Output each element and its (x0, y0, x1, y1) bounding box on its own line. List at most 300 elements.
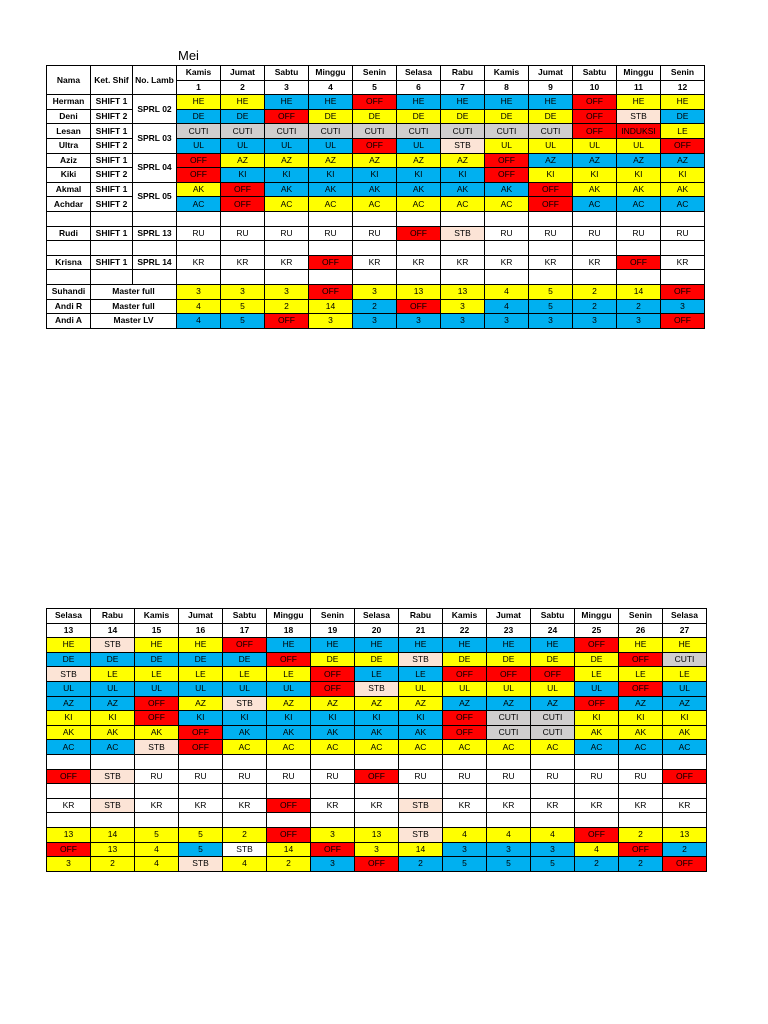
empty-cell (487, 813, 531, 828)
shift-cell: DE (397, 109, 441, 124)
shift-cell: 3 (47, 857, 91, 872)
shift-cell: 3 (397, 314, 441, 329)
schedule-table-bottom (46, 608, 707, 872)
shift-cell: UL (309, 138, 353, 153)
shift-cell: CUTI (487, 711, 531, 726)
shift-cell: RU (311, 769, 355, 784)
employee-name: Aziz (47, 153, 91, 168)
lamb-label: SPRL 04 (133, 153, 177, 182)
shift-cell: AZ (617, 153, 661, 168)
date-header: 22 (443, 623, 487, 638)
shift-cell: DE (355, 652, 399, 667)
shift-cell: UL (617, 138, 661, 153)
spacer-row (47, 754, 707, 769)
date-header: 19 (311, 623, 355, 638)
employee-name: Andi A (47, 314, 91, 329)
shift-cell: KI (399, 711, 443, 726)
empty-cell (575, 813, 619, 828)
shift-cell: 3 (221, 284, 265, 299)
day-header: Kamis (177, 66, 221, 81)
shift-cell: STB (355, 681, 399, 696)
shift-cell: CUTI (397, 124, 441, 139)
shift-cell: HE (309, 95, 353, 110)
shift-cell: OFF (617, 255, 661, 270)
empty-cell (485, 211, 529, 226)
date-header: 10 (573, 80, 617, 95)
date-header: 1 (177, 80, 221, 95)
empty-cell (355, 784, 399, 799)
shift-cell: AK (177, 182, 221, 197)
shift-cell: UL (487, 681, 531, 696)
empty-cell (573, 241, 617, 256)
shift-cell: 2 (91, 857, 135, 872)
shift-cell: OFF (177, 153, 221, 168)
shift-cell: AC (355, 740, 399, 755)
empty-cell (617, 270, 661, 285)
shift-cell: 3 (617, 314, 661, 329)
shift-cell: RU (179, 769, 223, 784)
empty-cell (311, 754, 355, 769)
empty-cell (221, 270, 265, 285)
shift-cell: RU (265, 226, 309, 241)
day-header: Jumat (487, 609, 531, 624)
shift-cell: 3 (443, 842, 487, 857)
shift-cell: KI (661, 168, 705, 183)
shift-cell: KR (531, 798, 575, 813)
employee-row (47, 95, 705, 110)
shift-cell: 4 (575, 842, 619, 857)
shift-label: SHIFT 2 (91, 197, 133, 212)
shift-cell: 2 (573, 284, 617, 299)
date-header: 7 (441, 80, 485, 95)
shift-cell: CUTI (485, 124, 529, 139)
shift-cell: KI (267, 711, 311, 726)
shift-cell: UL (47, 681, 91, 696)
shift-cell: KI (265, 168, 309, 183)
shift-cell: DE (135, 652, 179, 667)
day-header: Selasa (663, 609, 707, 624)
shift-cell: 13 (91, 842, 135, 857)
shift-cell: UL (177, 138, 221, 153)
shift-cell: 4 (485, 299, 529, 314)
schedule-row (47, 857, 707, 872)
shift-cell: OFF (661, 314, 705, 329)
empty-cell (47, 813, 91, 828)
shift-cell: AZ (353, 153, 397, 168)
shift-label: Master LV (91, 314, 177, 329)
shift-cell: DE (311, 652, 355, 667)
shift-cell: AC (531, 740, 575, 755)
shift-cell: 3 (485, 314, 529, 329)
shift-cell: AC (575, 740, 619, 755)
schedule-row (47, 769, 707, 784)
shift-cell: KR (575, 798, 619, 813)
shift-cell: KI (311, 711, 355, 726)
shift-label: SHIFT 2 (91, 109, 133, 124)
shift-cell: STB (399, 652, 443, 667)
shift-cell: AC (441, 197, 485, 212)
shift-cell: KI (529, 168, 573, 183)
shift-cell: DE (177, 109, 221, 124)
schedule-row (47, 842, 707, 857)
shift-cell: HE (619, 638, 663, 653)
shift-cell: 5 (179, 827, 223, 842)
date-header: 4 (309, 80, 353, 95)
shift-cell: UL (443, 681, 487, 696)
shift-cell: LE (399, 667, 443, 682)
shift-cell: OFF (619, 652, 663, 667)
shift-cell: HE (617, 95, 661, 110)
shift-cell: OFF (573, 124, 617, 139)
shift-cell: CUTI (531, 725, 575, 740)
lamb-label: SPRL 05 (133, 182, 177, 211)
shift-cell: RU (399, 769, 443, 784)
shift-cell: 2 (353, 299, 397, 314)
empty-cell (267, 813, 311, 828)
shift-cell: AC (399, 740, 443, 755)
shift-cell: UL (179, 681, 223, 696)
empty-cell (441, 241, 485, 256)
shift-cell: HE (485, 95, 529, 110)
empty-cell (133, 241, 177, 256)
shift-cell: OFF (135, 711, 179, 726)
employee-row (47, 182, 705, 197)
shift-cell: UL (485, 138, 529, 153)
shift-cell: OFF (573, 95, 617, 110)
shift-cell: UL (575, 681, 619, 696)
shift-cell: OFF (47, 842, 91, 857)
shift-cell: 2 (617, 299, 661, 314)
empty-cell (47, 211, 91, 226)
shift-cell: RU (485, 226, 529, 241)
shift-cell: AZ (47, 696, 91, 711)
shift-cell: 13 (663, 827, 707, 842)
employee-row (47, 284, 705, 299)
date-header: 18 (267, 623, 311, 638)
shift-cell: DE (91, 652, 135, 667)
shift-cell: OFF (265, 109, 309, 124)
shift-cell: AC (177, 197, 221, 212)
date-header: 13 (47, 623, 91, 638)
shift-cell: 3 (441, 299, 485, 314)
empty-cell (399, 813, 443, 828)
empty-cell (135, 784, 179, 799)
empty-cell (311, 813, 355, 828)
shift-cell: AC (661, 197, 705, 212)
header-row-days (47, 66, 705, 81)
shift-cell: OFF (221, 182, 265, 197)
shift-cell: STB (617, 109, 661, 124)
shift-cell: OFF (443, 725, 487, 740)
shift-cell: AK (309, 182, 353, 197)
shift-cell: UL (531, 681, 575, 696)
shift-cell: CUTI (529, 124, 573, 139)
shift-cell: KI (663, 711, 707, 726)
shift-cell: KI (573, 168, 617, 183)
shift-cell: OFF (485, 168, 529, 183)
schedule-row (47, 740, 707, 755)
day-header: Jumat (529, 66, 573, 81)
header-row-days (47, 609, 707, 624)
shift-cell: UL (265, 138, 309, 153)
shift-cell: 14 (309, 299, 353, 314)
shift-cell: 5 (487, 857, 531, 872)
shift-cell: KR (179, 798, 223, 813)
shift-cell: HE (179, 638, 223, 653)
shift-cell: RU (309, 226, 353, 241)
shift-cell: KI (355, 711, 399, 726)
shift-cell: AZ (573, 153, 617, 168)
shift-cell: AC (573, 197, 617, 212)
shift-cell: AZ (179, 696, 223, 711)
shift-cell: KR (487, 798, 531, 813)
shift-cell: OFF (619, 842, 663, 857)
date-header: 3 (265, 80, 309, 95)
shift-cell: LE (179, 667, 223, 682)
day-header: Sabtu (265, 66, 309, 81)
shift-cell: KI (179, 711, 223, 726)
shift-cell: HE (487, 638, 531, 653)
header-row-dates (47, 623, 707, 638)
empty-cell (221, 211, 265, 226)
shift-cell: KR (135, 798, 179, 813)
shift-cell: AZ (265, 153, 309, 168)
shift-cell: 5 (531, 857, 575, 872)
shift-cell: CUTI (663, 652, 707, 667)
shift-cell: 3 (661, 299, 705, 314)
spacer-row (47, 784, 707, 799)
shift-cell: RU (223, 769, 267, 784)
empty-cell (661, 241, 705, 256)
schedule-row (47, 667, 707, 682)
empty-cell (179, 754, 223, 769)
shift-cell: KR (663, 798, 707, 813)
date-header: 14 (91, 623, 135, 638)
shift-cell: AK (573, 182, 617, 197)
shift-cell: 14 (617, 284, 661, 299)
shift-cell: LE (575, 667, 619, 682)
shift-cell: KR (221, 255, 265, 270)
shift-cell: OFF (135, 696, 179, 711)
day-header: Senin (661, 66, 705, 81)
empty-cell (575, 754, 619, 769)
shift-cell: CUTI (487, 725, 531, 740)
shift-cell: AK (485, 182, 529, 197)
shift-cell: AZ (355, 696, 399, 711)
shift-cell: UL (529, 138, 573, 153)
shift-label: SHIFT 1 (91, 95, 133, 110)
shift-cell: AK (223, 725, 267, 740)
empty-cell (529, 241, 573, 256)
shift-cell: AZ (443, 696, 487, 711)
empty-cell (133, 270, 177, 285)
shift-cell: UL (135, 681, 179, 696)
shift-cell: STB (399, 827, 443, 842)
shift-cell: HE (265, 95, 309, 110)
shift-cell: KR (485, 255, 529, 270)
shift-label: SHIFT 2 (91, 138, 133, 153)
shift-cell: LE (135, 667, 179, 682)
shift-label: SHIFT 1 (91, 182, 133, 197)
date-header: 9 (529, 80, 573, 95)
empty-cell (91, 784, 135, 799)
shift-cell: AC (617, 197, 661, 212)
shift-cell: DE (443, 652, 487, 667)
column-header-shift: Ket. Shif (91, 66, 133, 95)
shift-cell: AK (441, 182, 485, 197)
empty-cell (573, 211, 617, 226)
shift-cell: KR (529, 255, 573, 270)
shift-cell: CUTI (353, 124, 397, 139)
day-header: Jumat (221, 66, 265, 81)
shift-cell: AZ (441, 153, 485, 168)
empty-cell (91, 211, 133, 226)
shift-cell: LE (355, 667, 399, 682)
date-header: 26 (619, 623, 663, 638)
shift-cell: RU (617, 226, 661, 241)
shift-cell: 3 (353, 284, 397, 299)
day-header: Sabtu (573, 66, 617, 81)
shift-cell: 2 (663, 842, 707, 857)
shift-cell: OFF (575, 638, 619, 653)
shift-cell: 2 (575, 857, 619, 872)
shift-cell: 2 (619, 857, 663, 872)
empty-cell (531, 813, 575, 828)
shift-cell: AC (443, 740, 487, 755)
empty-cell (529, 211, 573, 226)
shift-cell: RU (353, 226, 397, 241)
shift-cell: AC (353, 197, 397, 212)
employee-name: Deni (47, 109, 91, 124)
shift-cell: 2 (223, 827, 267, 842)
date-header: 15 (135, 623, 179, 638)
empty-cell (443, 784, 487, 799)
shift-cell: HE (531, 638, 575, 653)
shift-cell: 13 (397, 284, 441, 299)
shift-label: SHIFT 1 (91, 255, 133, 270)
empty-cell (399, 754, 443, 769)
day-header: Rabu (91, 609, 135, 624)
shift-cell: AK (397, 182, 441, 197)
shift-cell: DE (47, 652, 91, 667)
shift-cell: CUTI (309, 124, 353, 139)
shift-cell: OFF (397, 299, 441, 314)
shift-cell: KI (397, 168, 441, 183)
shift-cell: 3 (573, 314, 617, 329)
shift-cell: 3 (353, 314, 397, 329)
shift-cell: 5 (221, 299, 265, 314)
shift-cell: HE (443, 638, 487, 653)
shift-cell: HE (267, 638, 311, 653)
empty-cell (441, 211, 485, 226)
shift-cell: 3 (311, 827, 355, 842)
empty-cell (485, 241, 529, 256)
shift-cell: HE (399, 638, 443, 653)
shift-cell: AK (617, 182, 661, 197)
shift-cell: 2 (265, 299, 309, 314)
lamb-label: SPRL 03 (133, 124, 177, 153)
shift-cell: 5 (135, 827, 179, 842)
schedule-row (47, 725, 707, 740)
day-header: Minggu (267, 609, 311, 624)
shift-cell: KR (397, 255, 441, 270)
schedule-row (47, 696, 707, 711)
shift-cell: 3 (355, 842, 399, 857)
empty-cell (487, 754, 531, 769)
shift-cell: INDUKSI (617, 124, 661, 139)
lamb-label: SPRL 13 (133, 226, 177, 241)
empty-cell (265, 241, 309, 256)
shift-cell: UL (663, 681, 707, 696)
empty-cell (47, 784, 91, 799)
shift-cell: KR (223, 798, 267, 813)
shift-cell: UL (267, 681, 311, 696)
shift-cell: LE (663, 667, 707, 682)
date-header: 2 (221, 80, 265, 95)
shift-cell: LE (267, 667, 311, 682)
date-header: 20 (355, 623, 399, 638)
shift-cell: DE (661, 109, 705, 124)
shift-cell: AZ (311, 696, 355, 711)
shift-cell: 5 (179, 842, 223, 857)
shift-cell: 3 (531, 842, 575, 857)
shift-cell: OFF (267, 652, 311, 667)
shift-cell: STB (399, 798, 443, 813)
shift-cell: DE (487, 652, 531, 667)
shift-cell: AZ (661, 153, 705, 168)
date-header: 25 (575, 623, 619, 638)
day-header: Selasa (355, 609, 399, 624)
shift-cell: UL (573, 138, 617, 153)
day-header: Jumat (179, 609, 223, 624)
empty-cell (353, 211, 397, 226)
shift-cell: AK (267, 725, 311, 740)
shift-cell: KR (177, 255, 221, 270)
empty-cell (47, 270, 91, 285)
empty-cell (177, 211, 221, 226)
shift-cell: 14 (91, 827, 135, 842)
shift-cell: STB (91, 638, 135, 653)
spacer-row (47, 270, 705, 285)
spacer-row (47, 241, 705, 256)
employee-row (47, 124, 705, 139)
employee-name: Lesan (47, 124, 91, 139)
shift-cell: AZ (663, 696, 707, 711)
shift-cell: 5 (529, 299, 573, 314)
shift-cell: KI (221, 168, 265, 183)
shift-cell: KR (47, 798, 91, 813)
empty-cell (443, 813, 487, 828)
shift-cell: KI (617, 168, 661, 183)
empty-cell (441, 270, 485, 285)
shift-cell: STB (441, 138, 485, 153)
employee-name: Ultra (47, 138, 91, 153)
shift-cell: AZ (267, 696, 311, 711)
schedule-row (47, 681, 707, 696)
employee-name: Krisna (47, 255, 91, 270)
shift-cell: KR (443, 798, 487, 813)
shift-cell: 3 (309, 314, 353, 329)
day-header: Kamis (135, 609, 179, 624)
shift-label: Master full (91, 284, 177, 299)
date-header: 24 (531, 623, 575, 638)
shift-cell: OFF (223, 638, 267, 653)
shift-cell: OFF (353, 95, 397, 110)
date-header: 12 (661, 80, 705, 95)
shift-cell: LE (619, 667, 663, 682)
shift-cell: OFF (619, 681, 663, 696)
shift-cell: STB (223, 842, 267, 857)
